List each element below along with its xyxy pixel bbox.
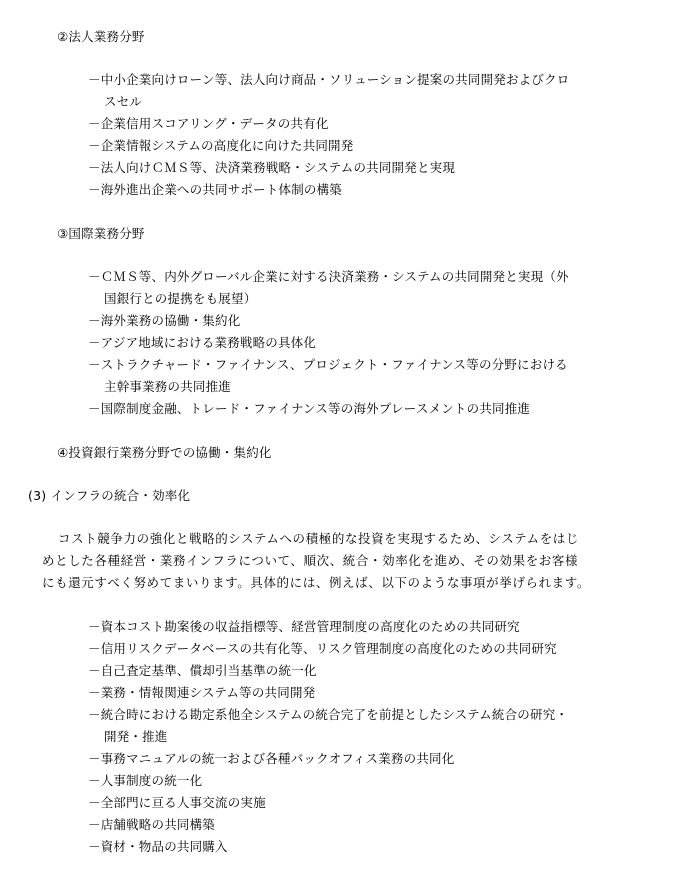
paragraph-line: にも還元すべく努めてまいります。具体的には、例えば、以下のような事項が挙げられます。 [42, 575, 590, 590]
list-item: －法人向けＣＭＳ等、決済業務戦略・システムの共同開発と実現 [88, 160, 456, 175]
list-item: －ストラクチャード・ファイナンス、プロジェクト・ファイナンス等の分野における [88, 357, 568, 372]
paragraph-line: めとした各種経営・業務インフラについて、順次、統合・効率化を進め、その効果をお客様 [42, 553, 579, 568]
list-item: －ＣＭＳ等、内外グローバル企業に対する決済業務・システムの共同開発と実現（外 [88, 269, 569, 284]
list-item: －企業信用スコアリング・データの共有化 [88, 116, 329, 131]
list-item: －信用リスクデータベースの共有化等、リスク管理制度の高度化のための共同研究 [88, 641, 557, 656]
list-item-continuation: 主幹事業務の共同推進 [104, 379, 232, 394]
list-item: －全部門に亘る人事交流の実施 [88, 795, 266, 810]
list-item: －国際制度金融、トレード・ファイナンス等の海外プレースメントの共同推進 [88, 401, 531, 416]
section-heading-infrastructure: (3) インフラの統合・効率化 [28, 488, 191, 503]
list-item: －人事制度の統一化 [88, 773, 203, 788]
list-item: －自己査定基準、償却引当基準の統一化 [88, 663, 317, 678]
list-item: －資本コスト勘案後の収益指標等、経営管理制度の高度化のための共同研究 [88, 619, 520, 634]
list-item: －海外業務の協働・集約化 [88, 313, 241, 328]
section-heading-international: ③国際業務分野 [57, 226, 145, 241]
list-item: －資材・物品の共同購入 [88, 839, 228, 854]
list-item: －統合時における勘定系他全システムの統合完了を前提としたシステム統合の研究・ [88, 707, 569, 722]
section-heading-investment-banking: ④投資銀行業務分野での協働・集約化 [57, 445, 272, 460]
list-item: －事務マニュアルの統一および各種バックオフィス業務の共同化 [88, 751, 455, 766]
list-item: －業務・情報関連システム等の共同開発 [88, 685, 316, 700]
list-item: －企業情報システムの高度化に向けた共同開発 [88, 138, 354, 153]
list-item-continuation: 開発・推進 [104, 729, 168, 744]
section-heading-corporate: ②法人業務分野 [57, 29, 145, 44]
list-item: －店舗戦略の共同構築 [88, 817, 216, 832]
list-item-continuation: 国銀行との提携をも展望） [104, 291, 257, 306]
list-item: －中小企業向けローン等、法人向け商品・ソリューション提案の共同開発およびクロ [88, 72, 570, 87]
list-item: －アジア地域における業務戦略の具体化 [88, 335, 317, 350]
list-item-continuation: スセル [104, 94, 143, 109]
paragraph-line: コスト競争力の強化と戦略的システムへの積極的な投資を実現するため、システムをはじ [58, 531, 580, 546]
list-item: －海外進出企業への共同サポート体制の構築 [88, 182, 343, 197]
